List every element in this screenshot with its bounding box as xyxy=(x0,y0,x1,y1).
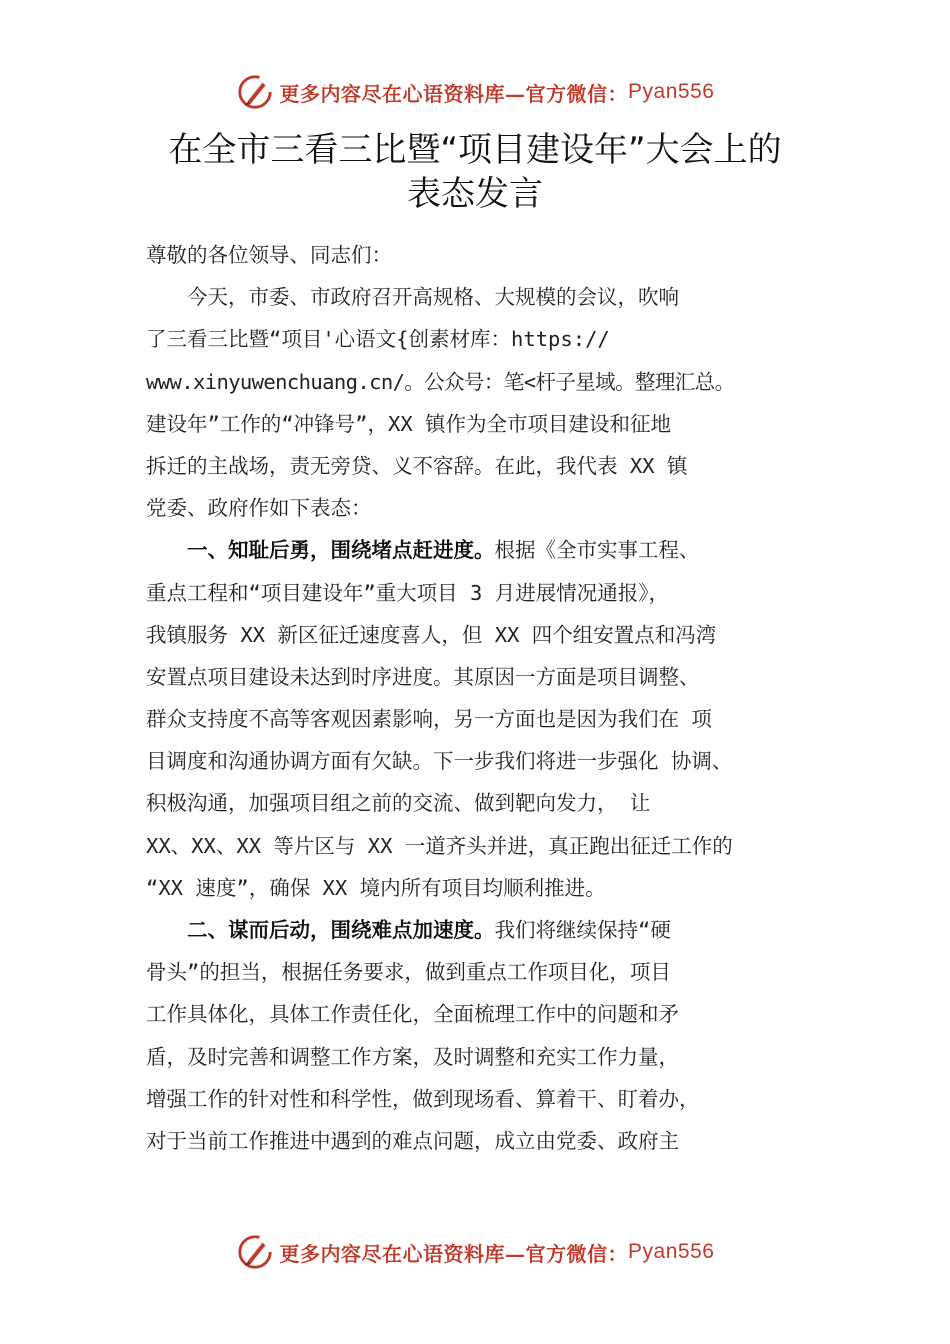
text-line: 盾，及时完善和调整工作方案，及时调整和充实工作力量， xyxy=(146,1044,679,1069)
text-line: 拆迁的主战场，责无旁贷、义不容辞。在此，我代表 XX 镇 xyxy=(146,453,688,478)
text-line: 建设年”工作的“冲锋号”，XX 镇作为全市项目建设和征地 xyxy=(146,411,672,436)
watermark-wechat-id: Pyan556 xyxy=(628,1240,715,1263)
section-2-heading: 二、谋而后动，围绕难点加速度。 xyxy=(187,918,495,942)
text-line: 安置点项目建设未达到时序进度。其原因一方面是项目调整、 xyxy=(146,664,700,689)
text-line: “XX 速度”，确保 XX 境内所有项目均顺利推进。 xyxy=(146,875,606,900)
section-1-heading: 一、知耻后勇，围绕堵点赶进度。 xyxy=(187,538,495,563)
text-line: 今天，市委、市政府召开高规格、大规模的会议，吹响 xyxy=(187,285,679,310)
text-line: 对于当前工作推进中遇到的难点问题，成立由党委、政府主 xyxy=(146,1128,679,1153)
text-line: XX、XX、XX 等片区与 XX 一道齐头并进，真正跑出征迁工作的 xyxy=(146,833,733,858)
section-2 xyxy=(146,909,846,1162)
section-1-first-line xyxy=(146,529,846,571)
text-line: 党委、政府作如下表态： xyxy=(146,496,372,521)
watermark-banner-top xyxy=(0,70,950,114)
watermark-text: 更多内容尽在心语资料库—官方微信： xyxy=(279,81,629,106)
pen-logo-icon xyxy=(236,73,274,111)
text-line: 群众支持度不高等客观因素影响，另一方面也是因为我们在 项 xyxy=(146,707,712,732)
document-body xyxy=(146,234,846,1162)
text-line: 增强工作的针对性和科学性，做到现场看、算着干、盯着办， xyxy=(146,1086,700,1111)
text-line: 工作具体化，具体工作责任化，全面梳理工作中的问题和矛 xyxy=(146,1002,679,1027)
text-line: 骨头”的担当，根据任务要求，做到重点工作项目化，项目 xyxy=(146,960,671,985)
text-line: 目调度和沟通协调方面有欠缺。下一步我们将进一步强化 协调、 xyxy=(146,749,733,774)
section-2-first-text: 我们将继续保持“硬 xyxy=(494,918,671,942)
text-line: 积极沟通，加强项目组之前的交流、做到靶向发力， 让 xyxy=(146,791,651,816)
text-line: 重点工程和“项目建设年”重大项目 3 月进展情况通报》， xyxy=(146,580,669,605)
text-line: www.xinyuwenchuang.cn/。公众号：笔<杆子星域。整理汇总。 xyxy=(146,369,735,394)
section-2-first-line xyxy=(146,909,846,951)
text-line: 了三看三比暨“项目'心语文{创素材库：https:// xyxy=(146,327,610,352)
title-line-1: 在全市三看三比暨“项目建设年”大会上的 xyxy=(168,130,782,170)
pen-logo-icon xyxy=(236,1233,274,1271)
section-1-first-text: 根据《全市实事工程、 xyxy=(494,538,700,563)
paragraph-intro xyxy=(146,276,846,529)
section-1 xyxy=(146,529,846,909)
watermark-banner-bottom xyxy=(0,1230,950,1274)
watermark-wechat-id: Pyan556 xyxy=(628,80,715,103)
text-line: 我镇服务 XX 新区征迁速度喜人，但 XX 四个组安置点和冯湾 xyxy=(146,622,717,647)
salutation: 尊敬的各位领导、同志们： xyxy=(146,243,392,267)
watermark-text: 更多内容尽在心语资料库—官方微信： xyxy=(279,1241,629,1266)
title-line-2: 表态发言 xyxy=(407,174,543,214)
document-title xyxy=(0,128,950,216)
